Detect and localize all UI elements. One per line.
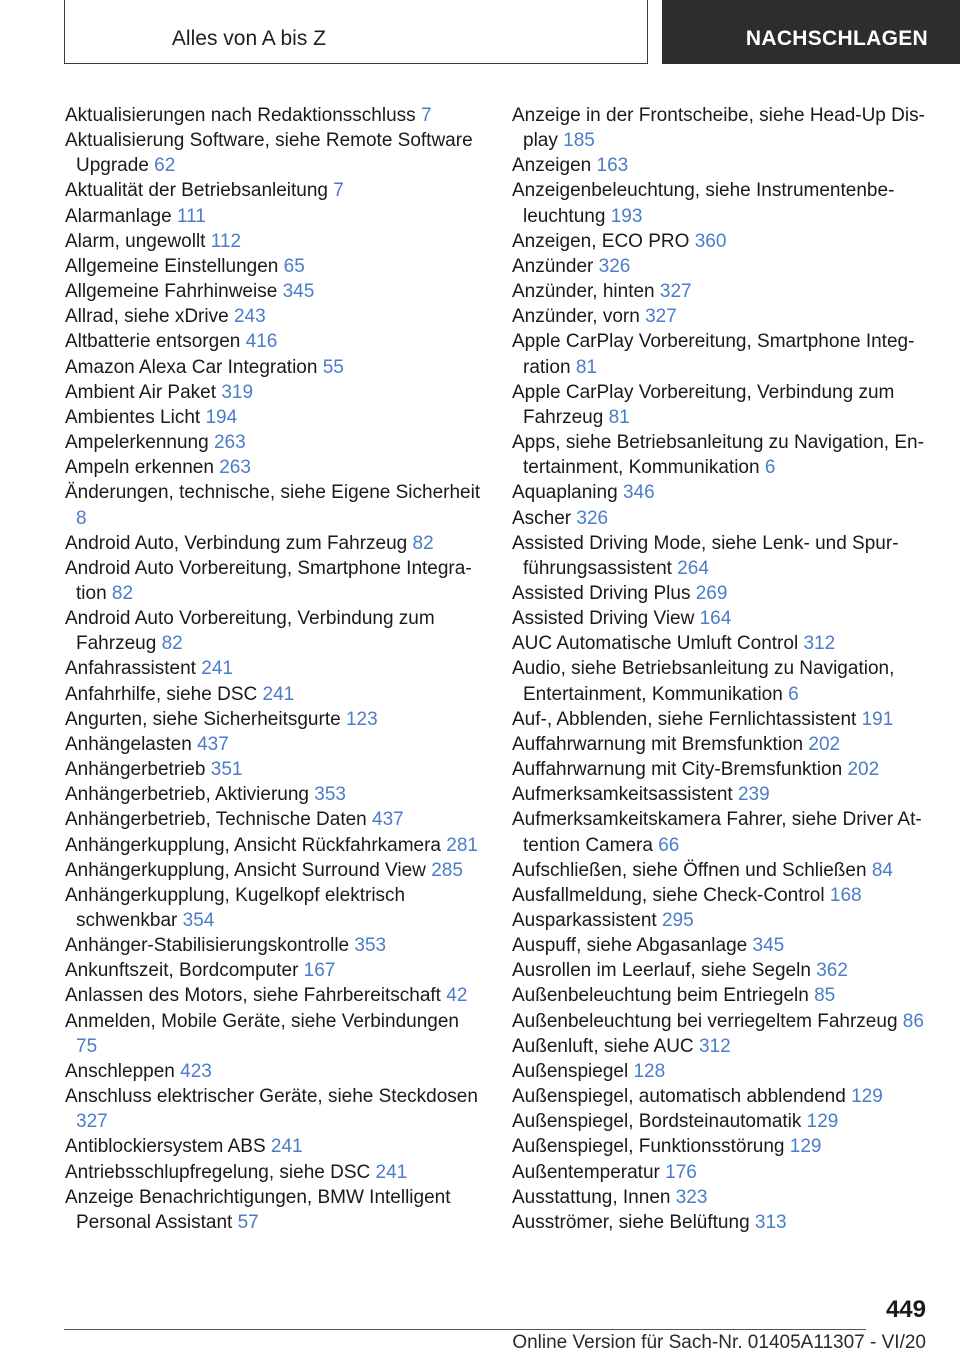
index-entry-page-link[interactable]: 416 <box>245 331 278 353</box>
page-number: 449 <box>885 1296 926 1323</box>
index-entry-page-link[interactable]: 241 <box>270 1136 303 1158</box>
index-entry <box>65 1009 485 1059</box>
index-entry-page-link[interactable]: 129 <box>851 1086 883 1108</box>
index-entry-page-link[interactable]: 55 <box>322 356 344 378</box>
index-entry-term: Antiblockiersystem ABS <box>65 1136 266 1158</box>
index-entry-page-link[interactable]: 312 <box>803 633 836 655</box>
index-entry <box>512 757 932 782</box>
index-entry <box>65 682 485 707</box>
index-entry-term: Aufmerksamkeitskamera Fahrer, siehe Driver Attention Camera <box>512 809 922 856</box>
index-entry-term: Allgemeine Fahrhinweise <box>65 281 278 303</box>
index-entry <box>512 506 932 531</box>
index-entry <box>512 858 932 883</box>
index-column-right <box>512 103 932 1235</box>
header-chapter-title: NACHSCHLAGEN <box>745 27 928 50</box>
index-entry <box>512 581 932 606</box>
index-entry-page-link[interactable]: 185 <box>563 130 595 152</box>
index-entry-page-link[interactable]: 353 <box>354 935 387 957</box>
index-entry <box>512 380 932 430</box>
index-entry <box>65 782 485 807</box>
index-column-left <box>65 103 485 1235</box>
index-entry-term: Ampeln erkennen <box>65 457 214 479</box>
index-entry-term: Außenspiegel, Funktionsstörung <box>512 1136 785 1158</box>
header-chapter-tab <box>662 0 960 64</box>
index-entry <box>65 128 485 178</box>
index-entry <box>65 405 485 430</box>
index-entry <box>65 1160 485 1185</box>
index-entry-page-link[interactable]: 6 <box>788 683 799 705</box>
index-entry <box>512 782 932 807</box>
index-entry-term: Außenbeleuchtung bei verriegeltem Fahrzeug <box>512 1010 898 1032</box>
index-entry-term: Android Auto Vorbereitung, Smartphone Integration <box>65 557 472 604</box>
index-entry-term: AUC Automatische Umluft Control <box>512 633 799 655</box>
index-entry-page-link[interactable]: 42 <box>446 985 468 1007</box>
footer-divider <box>64 1329 866 1330</box>
index-entry-page-link[interactable]: 269 <box>695 582 728 604</box>
index-entry-term: Außentemperatur <box>512 1161 660 1183</box>
index-entry-term: Anhängerkupplung, Ansicht Surround View <box>65 859 426 881</box>
index-entry <box>65 807 485 832</box>
footer-edition-text: Online Version für Sach-Nr. 01405A11307 - VI/20 <box>512 1332 926 1353</box>
index-entry-page-link[interactable]: 423 <box>180 1060 212 1082</box>
index-entry-page-link[interactable]: 263 <box>213 432 246 454</box>
index-entry-page-link[interactable]: 319 <box>221 381 254 403</box>
index-entry <box>65 229 485 254</box>
index-entry <box>512 279 932 304</box>
index-entry-term: Amazon Alexa Car Integration <box>65 356 318 378</box>
index-entry-page-link[interactable]: 112 <box>210 230 242 252</box>
index-entry-page-link[interactable]: 323 <box>675 1186 708 1208</box>
index-entry <box>65 858 485 883</box>
index-entry-page-link[interactable]: 82 <box>161 633 183 655</box>
index-entry-page-link[interactable]: 82 <box>111 582 134 604</box>
index-entry-term: Anzünder, hinten <box>512 281 655 303</box>
index-entry <box>65 531 485 556</box>
index-entry-term: Aquaplaning <box>512 482 618 504</box>
index-entry-page-link[interactable]: 57 <box>237 1211 259 1233</box>
index-entry <box>512 908 932 933</box>
index-entry-term: Außenspiegel, automatisch abblendend <box>512 1086 846 1108</box>
index-entry-term: Angurten, siehe Sicherheitsgurte <box>65 708 341 730</box>
index-entry <box>65 983 485 1008</box>
index-entry-term: Auspuff, siehe Abgasanlage <box>512 935 748 957</box>
index-entry-term: Auffahrwarnung mit Bremsfunktion <box>512 733 804 755</box>
index-entry-term: Anzünder, vorn <box>512 306 640 328</box>
index-entry <box>512 707 932 732</box>
index-entry-term: Anfahrhilfe, siehe DSC <box>65 683 258 705</box>
index-entry-term: Ampelerkennung <box>65 432 209 454</box>
index-entry-page-link[interactable]: 263 <box>219 457 251 479</box>
index-entry-term: Anlassen des Motors, siehe Fahrbereitschaft <box>65 985 441 1007</box>
index-entry-page-link[interactable]: 312 <box>698 1035 731 1057</box>
index-entry <box>512 1185 932 1210</box>
index-entry-page-link[interactable]: 6 <box>764 457 776 479</box>
index-entry-term: Ausfallmeldung, siehe Check-Control <box>512 884 825 906</box>
index-entry-page-link[interactable]: 202 <box>808 733 841 755</box>
index-entry-term: Apps, siehe Betriebsanleitung zu Navigation, Entertainment, Kommunikation <box>512 432 924 479</box>
index-entry-page-link[interactable]: 163 <box>596 155 629 177</box>
index-entry-term: Anfahrassistent <box>65 658 196 680</box>
index-entry-term: Aktualisierungen nach Redaktionsschluss <box>65 105 416 126</box>
index-entry <box>65 606 485 656</box>
index-entry-term: Außenluft, siehe AUC <box>512 1035 694 1057</box>
index-entry-page-link[interactable]: 243 <box>233 306 266 328</box>
index-entry <box>512 958 932 983</box>
index-entry-page-link[interactable]: 167 <box>303 960 336 982</box>
index-entry <box>512 153 932 178</box>
index-entry-page-link[interactable]: 326 <box>576 507 609 529</box>
index-entry <box>512 329 932 379</box>
index-entry-term: Ausparkassistent <box>512 910 657 931</box>
index-entry-term: Anzünder <box>512 255 594 277</box>
index-entry-term: Ambient Air Paket <box>65 381 217 403</box>
index-entry <box>512 983 932 1008</box>
index-entry-page-link[interactable]: 129 <box>806 1111 839 1133</box>
index-entry <box>512 631 932 656</box>
index-entry <box>512 606 932 631</box>
index-entry-term: Änderungen, technische, siehe Eigene Sicherheit <box>65 482 481 504</box>
index-entry <box>65 656 485 681</box>
index-entry-term: Ausstattung, Innen <box>512 1186 671 1208</box>
index-entry-page-link[interactable]: 82 <box>412 532 434 554</box>
index-entry <box>65 380 485 405</box>
index-entry-term: Android Auto, Verbindung zum Fahrzeug <box>65 532 408 554</box>
index-entry-term: Anhängerkupplung, Kugelkopf elektrisch schwenkbar <box>65 884 406 931</box>
index-entry <box>512 480 932 505</box>
index-entry <box>512 304 932 329</box>
index-entry-term: Anhänger-Stabilisierungskontrolle <box>65 935 350 957</box>
index-entry-page-link[interactable]: 86 <box>902 1010 924 1032</box>
index-entry-term: Antriebsschlupfregelung, siehe DSC <box>65 1161 371 1183</box>
index-entry-term: Anzeigen <box>512 155 592 177</box>
index-entry <box>512 430 932 480</box>
index-entry-term: Assisted Driving Plus <box>512 582 691 604</box>
index-entry <box>65 254 485 279</box>
index-entry-page-link[interactable]: 75 <box>76 1035 98 1057</box>
index-entry-term: Apple CarPlay Vorbereitung, Smartphone Integration <box>512 331 915 378</box>
index-entry-term: Anzeige in der Frontscheibe, siehe Head-Up Display <box>512 105 925 152</box>
index-entry-term: Ankunftszeit, Bordcomputer <box>65 960 299 982</box>
index-entry-page-link[interactable]: 81 <box>608 406 630 428</box>
index-entry-page-link[interactable]: 327 <box>76 1111 108 1133</box>
index-entry-term: Altbatterie entsorgen <box>65 331 241 353</box>
index-entry-page-link[interactable]: 176 <box>665 1161 697 1183</box>
index-entry-term: Außenspiegel <box>512 1060 629 1082</box>
index-entry-page-link[interactable]: 191 <box>861 708 894 730</box>
index-entry-page-link[interactable]: 194 <box>205 406 238 428</box>
index-entry <box>65 757 485 782</box>
index-entry <box>512 531 932 581</box>
index-entry-term: Anschluss elektrischer Geräte, siehe Steckdosen <box>65 1086 478 1108</box>
index-entry <box>512 1009 932 1034</box>
index-entry-page-link[interactable]: 326 <box>598 255 631 277</box>
index-entry-page-link[interactable]: 65 <box>283 255 305 277</box>
index-entry-term: Assisted Driving View <box>512 608 695 630</box>
index-entry-page-link[interactable]: 437 <box>372 809 404 831</box>
index-entry-page-link[interactable]: 111 <box>176 205 206 227</box>
index-entry-page-link[interactable]: 66 <box>658 834 680 856</box>
index-entry-page-link[interactable]: 62 <box>154 155 176 177</box>
index-entry-page-link[interactable]: 354 <box>182 910 215 931</box>
index-entry-term: Alarmanlage <box>65 205 172 227</box>
index-entry <box>65 933 485 958</box>
index-entry-page-link[interactable]: 85 <box>814 985 836 1007</box>
index-entry <box>512 178 932 228</box>
index-entry-page-link[interactable]: 128 <box>633 1060 666 1082</box>
index-entry-term: Anhängerbetrieb <box>65 759 206 781</box>
index-entry-term: Anzeigen, ECO PRO <box>512 230 690 252</box>
index-entry-page-link[interactable]: 353 <box>314 784 346 806</box>
index-entry-term: Allgemeine Einstellungen <box>65 255 279 277</box>
index-entry <box>512 933 932 958</box>
index-entry <box>512 1109 932 1134</box>
index-entry <box>65 279 485 304</box>
index-entry <box>65 204 485 229</box>
index-entry-page-link[interactable]: 7 <box>333 180 344 202</box>
index-entry <box>65 329 485 354</box>
index-entry-page-link[interactable]: 351 <box>210 759 243 781</box>
index-entry-term: Anschleppen <box>65 1060 175 1082</box>
index-entry-page-link[interactable]: 81 <box>575 356 597 378</box>
index-entry <box>512 1034 932 1059</box>
index-entry-term: Anhängelasten <box>65 733 192 755</box>
index-entry-page-link[interactable]: 285 <box>431 859 463 881</box>
index-entry <box>65 1059 485 1084</box>
index-entry-term: Außenspiegel, Bordsteinautomatik <box>512 1111 802 1133</box>
index-entry-page-link[interactable]: 264 <box>677 557 709 579</box>
index-entry-term: Ausrollen im Leerlauf, siehe Segeln <box>512 960 811 982</box>
index-entry <box>65 1084 485 1134</box>
index-entry <box>65 732 485 757</box>
index-entry <box>512 656 932 706</box>
index-entry-page-link[interactable]: 437 <box>197 733 229 755</box>
index-entry <box>65 355 485 380</box>
index-entry-page-link[interactable]: 345 <box>752 935 785 957</box>
index-entry-term: Audio, siehe Betriebsanleitung zu Navigation, Entertainment, Kommunikation <box>512 658 895 705</box>
index-entry <box>512 1059 932 1084</box>
index-entry-term: Android Auto Vorbereitung, Verbindung zum Fahrzeug <box>65 608 435 655</box>
index-entry-page-link[interactable]: 346 <box>622 482 655 504</box>
index-entry-page-link[interactable]: 8 <box>76 507 87 529</box>
index-entry-term: Anmelden, Mobile Geräte, siehe Verbindungen <box>65 1010 459 1032</box>
index-entry-term: Aufmerksamkeitsassistent <box>512 784 733 806</box>
index-entry <box>65 556 485 606</box>
index-entry <box>65 1185 485 1235</box>
index-entry <box>65 883 485 933</box>
index-entry-page-link[interactable]: 313 <box>754 1211 787 1233</box>
index-entry <box>512 1084 932 1109</box>
index-entry-term: Anhängerkupplung, Ansicht Rückfahrkamera <box>65 834 442 856</box>
index-entry <box>65 1134 485 1159</box>
index-entry <box>512 807 932 857</box>
index-entry <box>65 707 485 732</box>
index-entry <box>512 1160 932 1185</box>
index-entry-term: Allrad, siehe xDrive <box>65 306 229 328</box>
index-entry-page-link[interactable]: 241 <box>375 1161 408 1183</box>
index-entry-page-link[interactable]: 84 <box>871 859 893 881</box>
header-section-title: Alles von A bis Z <box>171 27 326 50</box>
index-entry <box>512 732 932 757</box>
index-entry-page-link[interactable]: 168 <box>829 884 862 906</box>
index-entry-page-link[interactable]: 241 <box>201 658 233 680</box>
index-entry-page-link[interactable]: 362 <box>816 960 848 982</box>
index-entry <box>65 304 485 329</box>
index-entry-page-link[interactable]: 327 <box>659 281 692 303</box>
index-entry-page-link[interactable]: 281 <box>446 834 478 856</box>
index-entry <box>512 1210 932 1235</box>
index-entry-term: Ausströmer, siehe Belüftung <box>512 1211 750 1233</box>
index-entry-term: Anhängerbetrieb, Technische Daten <box>65 809 367 831</box>
index-entry-term: Aufschließen, siehe Öffnen und Schließen <box>512 859 867 881</box>
index-entry-page-link[interactable]: 164 <box>699 608 732 630</box>
index-entry-page-link[interactable]: 202 <box>847 759 880 781</box>
index-entry-page-link[interactable]: 360 <box>694 230 727 252</box>
index-entry-page-link[interactable]: 7 <box>420 105 432 126</box>
index-entry-term: Assisted Driving Mode, siehe Lenk- und Spurführungsassistent <box>512 532 899 579</box>
index-entry <box>65 455 485 480</box>
index-entry-page-link[interactable]: 327 <box>645 306 677 328</box>
index-entry <box>65 430 485 455</box>
index-entry-term: Anzeige Benachrichtigungen, BMW Intelligent Personal Assistant <box>65 1186 451 1233</box>
index-entry <box>512 1134 932 1159</box>
index-entry <box>512 229 932 254</box>
index-entry-page-link[interactable]: 345 <box>282 281 315 303</box>
index-entry-page-link[interactable]: 193 <box>610 205 643 227</box>
index-entry-term: Auf-, Abblenden, siehe Fernlichtassistent <box>512 708 857 730</box>
index-entry-page-link[interactable]: 241 <box>262 683 295 705</box>
index-entry <box>65 480 485 530</box>
index-entry-page-link[interactable]: 295 <box>661 910 694 931</box>
index-entry-term: Ambientes Licht <box>65 406 201 428</box>
index-entry <box>65 178 485 203</box>
index-entry-term: Apple CarPlay Vorbereitung, Verbindung zum Fahrzeug <box>512 381 895 428</box>
index-entry-page-link[interactable]: 129 <box>789 1136 822 1158</box>
index-entry-term: Auffahrwarnung mit City-Bremsfunktion <box>512 759 843 781</box>
index-entry-page-link[interactable]: 123 <box>345 708 378 730</box>
index-entry-term: Aktualität der Betriebsanleitung <box>65 180 328 202</box>
index-entry-page-link[interactable]: 239 <box>737 784 770 806</box>
index-entry <box>65 103 485 128</box>
index-entry <box>65 833 485 858</box>
index-entry-term: Alarm, ungewollt <box>65 230 206 252</box>
index-entry <box>512 883 932 908</box>
index-entry <box>65 958 485 983</box>
header-section-box <box>64 0 648 64</box>
index-entry <box>512 254 932 279</box>
index-entry-term: Außenbeleuchtung beim Entriegeln <box>512 985 809 1007</box>
index-entry-term: Anhängerbetrieb, Aktivierung <box>65 784 309 806</box>
index-entry-term: Aktualisierung Software, siehe Remote Software Upgrade <box>65 130 473 177</box>
index-entry-term: Anzeigenbeleuchtung, siehe Instrumentenbeleuchtung <box>512 180 895 227</box>
index-entry <box>512 103 932 153</box>
index-entry-term: Ascher <box>512 507 572 529</box>
